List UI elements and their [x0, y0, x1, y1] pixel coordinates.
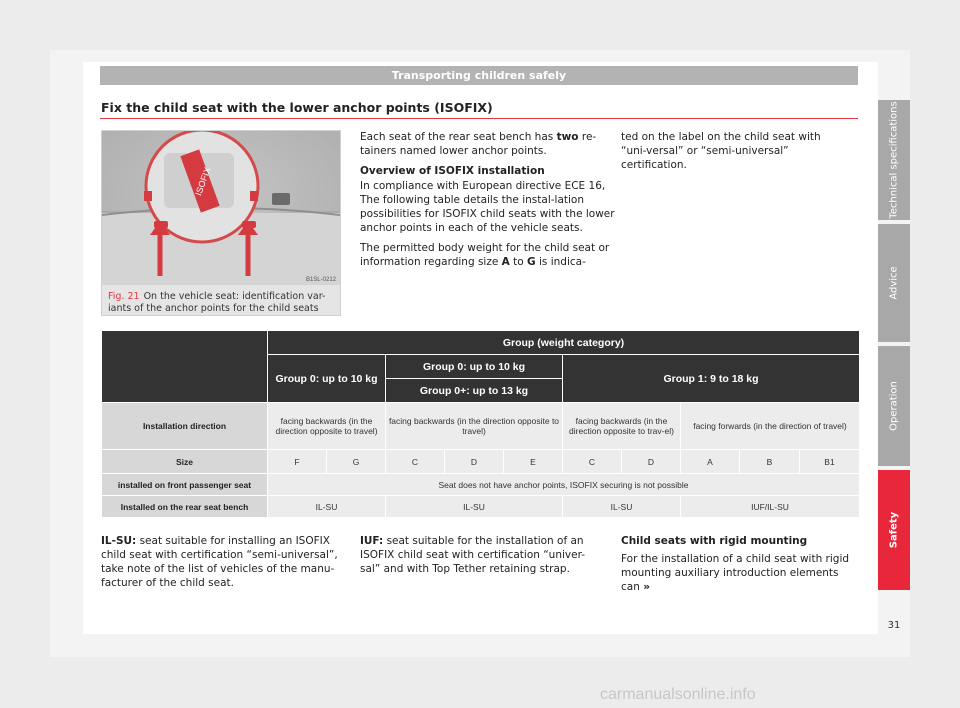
size-cell: A: [681, 450, 740, 474]
ilsu-label: IL-SU:: [101, 535, 137, 547]
direction-cell: facing backwards (in the direction opposite to travel): [268, 403, 386, 450]
tab-operation[interactable]: [878, 346, 910, 466]
group-0-header-b: Group 0: up to 10 kg: [386, 355, 563, 379]
group-header: Group (weight category): [268, 331, 860, 355]
text-bold: two: [556, 131, 579, 143]
overview-subheading: Overview of ISOFIX installation: [360, 165, 545, 177]
label-paragraph: ted on the label on the child seat with “uni-versal” or “semi-universal” certification.: [621, 131, 821, 171]
watermark: carmanualsonline.info: [600, 686, 756, 703]
rigid-mounting-text: [621, 552, 857, 594]
size-cell: D: [445, 450, 504, 474]
image-code: B1SL-0212: [305, 277, 336, 283]
tab-label: Operation: [888, 381, 900, 431]
text-fragment: is indica-: [535, 256, 586, 268]
rigid-text: For the installation of a child seat with rigid mounting auxiliary introduction elements can: [621, 553, 850, 593]
section-title: Fix the child seat with the lower anchor points (ISOFIX): [101, 100, 493, 115]
figure-caption-text: On the vehicle seat: identification var-iants of the anchor points for the child seats: [108, 291, 326, 314]
iuf-definition: [360, 534, 603, 576]
text-fragment: The permitted body weight for the child seat or information regarding size: [360, 242, 610, 268]
label-column: [621, 130, 847, 178]
row-label-size: Size: [102, 450, 268, 474]
size-cell: B1: [800, 450, 860, 474]
rear-bench-cell: IL-SU: [268, 496, 386, 518]
directive-paragraph: In compliance with European directive ECE 16, The following table details the instal-lation possibilities for ISOFIX child seats with the lower anchor points in each of the vehicle seats.: [360, 180, 615, 234]
size-cell: D: [622, 450, 681, 474]
text-bold: G: [527, 256, 536, 268]
ilsu-text: seat suitable for installing an ISOFIX child seat with certification “semi-universal”, take note of the list of vehicles of the manu-facturer of the child seat.: [101, 535, 338, 589]
tab-advice[interactable]: [878, 224, 910, 342]
figure-21: [101, 130, 341, 316]
group-0-header: Group 0: up to 10 kg: [268, 355, 386, 403]
retainers-paragraph: [360, 130, 616, 158]
seat-isofix-illustration: [102, 131, 340, 285]
size-cell: B: [740, 450, 800, 474]
size-cell: G: [327, 450, 386, 474]
size-cell: E: [504, 450, 563, 474]
tab-label: Technical specifications: [888, 101, 900, 219]
group-0plus-header: Group 0+: up to 13 kg: [386, 379, 563, 403]
tab-label: Advice: [888, 266, 900, 300]
rigid-mounting-heading: Child seats with rigid mounting: [621, 535, 808, 547]
direction-cell: facing forwards (in the direction of travel): [681, 403, 860, 450]
isofix-tag-text: ISOFIX: [193, 165, 213, 197]
iuf-text: seat suitable for the installation of an ISOFIX child seat with certification “univer-sal” and with Top Tether retaining strap.: [360, 535, 586, 575]
rear-bench-cell: IL-SU: [386, 496, 563, 518]
isofix-table: [101, 330, 860, 518]
tab-technical-specifications[interactable]: [878, 100, 910, 220]
text-bold: A: [501, 256, 510, 268]
figure-caption: [108, 291, 334, 315]
ilsu-definition: [101, 534, 344, 590]
size-cell: F: [268, 450, 327, 474]
row-label-direction: Installation direction: [102, 403, 268, 450]
row-label-front-seat: installed on front passenger seat: [102, 474, 268, 496]
direction-cell: facing backwards (in the direction opposite to trav-el): [563, 403, 681, 450]
figure-number: Fig. 21: [108, 291, 140, 302]
row-label-rear-bench: Installed on the rear seat bench: [102, 496, 268, 518]
rigid-mounting-section: [621, 534, 857, 594]
tab-safety[interactable]: [878, 470, 910, 590]
group-1-header: Group 1: 9 to 18 kg: [563, 355, 860, 403]
rear-bench-cell: IUF/IL-SU: [681, 496, 860, 518]
weight-paragraph: [360, 241, 616, 269]
text-fragment: to: [509, 256, 528, 268]
rear-bench-cell: IL-SU: [563, 496, 681, 518]
direction-cell: facing backwards (in the direction opposite to travel): [386, 403, 563, 450]
front-seat-note: Seat does not have anchor points, ISOFIX securing is not possible: [268, 474, 860, 496]
text-fragment: re-tainers named lower anchor points.: [360, 131, 597, 157]
page-number: 31: [887, 620, 901, 631]
size-cell: C: [563, 450, 622, 474]
continue-arrow-icon: »: [643, 581, 651, 593]
text-fragment: Each seat of the rear seat bench has: [360, 131, 557, 143]
size-cell: C: [386, 450, 445, 474]
table-corner: [102, 331, 268, 403]
intro-column: [360, 130, 616, 275]
chapter-header: Transporting children safely: [100, 66, 858, 85]
iuf-label: IUF:: [360, 535, 384, 547]
tab-label: Safety: [888, 511, 900, 549]
title-divider: [100, 118, 858, 119]
